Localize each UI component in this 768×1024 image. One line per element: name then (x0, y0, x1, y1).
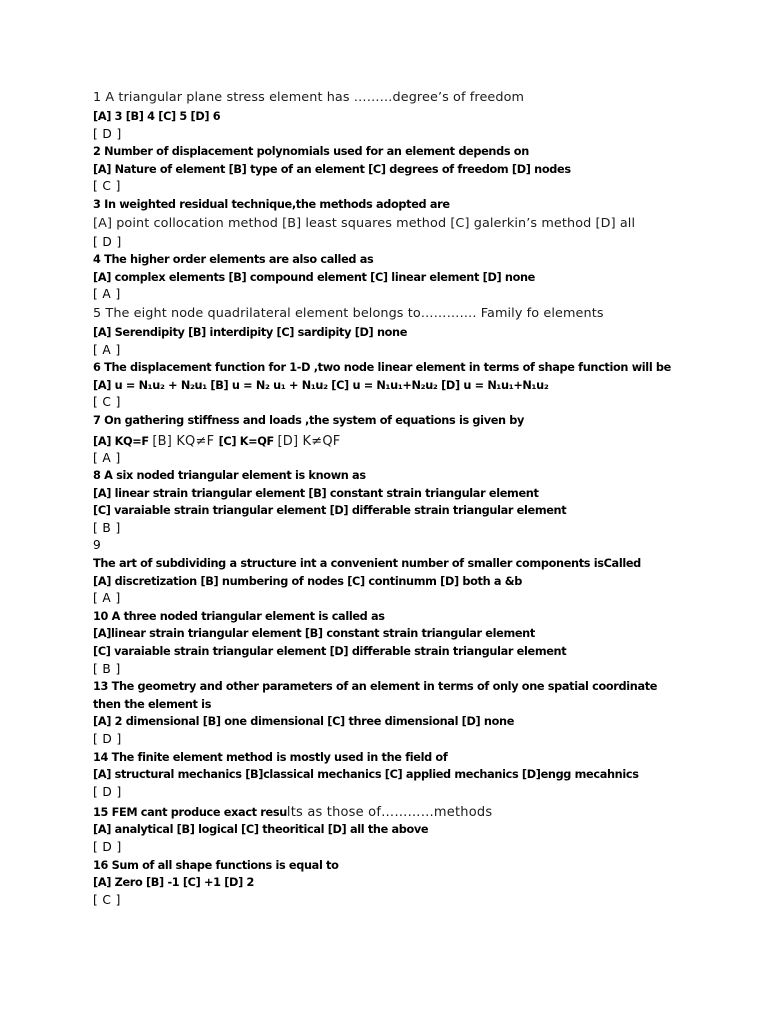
question-9-options: [A] discretization [B] numbering of nodes [C] continumm [D] both a &b (93, 574, 522, 588)
question-14-text: 14 The finite element method is mostly used in the field of (93, 750, 448, 764)
question-10-text: 10 A three noded triangular element is called as (93, 609, 385, 623)
question-13-answer: [ D ] (93, 732, 122, 746)
question-8-answer: [ B ] (93, 520, 121, 535)
question-3-answer: [ D ] (93, 234, 122, 249)
question-13-options: [A] 2 dimensional [B] one dimensional [C] three dimensional [D] none (93, 715, 515, 729)
question-1-answer: [ D ] (93, 126, 122, 141)
question-7-answer: [ A ] (93, 450, 121, 465)
question-10-answer: [ B ] (93, 661, 121, 676)
question-9-number: 9 (93, 538, 102, 553)
question-1-text: 1 A triangular plane stress element has ………degree’s of freedom (93, 90, 525, 105)
question-16-answer: [ C ] (93, 892, 121, 907)
question-1-options: [A] 3 [B] 4 [C] 5 [D] 6 (93, 110, 221, 123)
question-14-answer: [ D ] (93, 784, 122, 799)
question-16-options: [A] Zero [B] -1 [C] +1 [D] 2 (93, 876, 254, 890)
question-15-text (93, 801, 768, 821)
question-2-options: [A] Nature of element [B] type of an element [C] degrees of freedom [D] nodes (93, 162, 571, 176)
question-5-text: 5 The eight node quadrilateral element belongs to…………. Family fo elements (93, 305, 604, 321)
question-10-options-line-1: [A]linear strain triangular element [B] constant strain triangular element (93, 627, 535, 641)
question-13-text-line-2: then the element is (93, 697, 212, 711)
question-8-options-line-2: [C] varaiable strain triangular element [D] differable strain triangular element (93, 504, 567, 518)
question-15-text-bold: 15 FEM cant produce exact resu (93, 806, 287, 820)
question-6-text: 6 The displacement function for 1-D ,two node linear element in terms of shape function will be (93, 361, 671, 375)
question-8-options-line-1: [A] linear strain triangular element [B] constant strain triangular element (93, 486, 539, 500)
question-7-options (93, 430, 768, 450)
question-6-answer: [ C ] (93, 395, 121, 410)
question-7-option-c: [C] K=QF (218, 434, 278, 448)
question-7-option-b: [B] KQ≠F (152, 433, 219, 449)
question-7-text: 7 On gathering stiffness and loads ,the system of equations is given by (93, 413, 525, 427)
question-3-text: 3 In weighted residual technique,the methods adopted are (93, 197, 450, 211)
question-5-answer: [ A ] (93, 342, 121, 357)
question-4-answer: [ A ] (93, 287, 121, 302)
question-5-options: [A] Serendipity [B] interdipity [C] sardipity [D] none (93, 325, 408, 339)
question-16-text: 16 Sum of all shape functions is equal to (93, 858, 339, 872)
question-7-option-a: [A] KQ=F (93, 434, 153, 448)
question-8-text: 8 A six noded triangular element is known as (93, 469, 366, 483)
question-10-options-line-2: [C] varaiable strain triangular element [D] differable strain triangular element (93, 645, 567, 659)
question-6-options: [A] u = N₁u₂ + N₂u₁ [B] u = N₂ u₁ + N₁u₂ [C] u = N₁u₁+N₂u₂ [D] u = N₁u₁+N₁u₂ (93, 378, 549, 392)
question-13-text-line-1: 13 The geometry and other parameters of an element in terms of only one spatial coordinate (93, 680, 658, 694)
question-4-text: 4 The higher order elements are also called as (93, 253, 374, 267)
question-9-answer: [ A ] (93, 591, 121, 606)
question-4-options: [A] complex elements [B] compound element [C] linear element [D] none (93, 270, 535, 284)
question-2-text: 2 Number of displacement polynomials used for an element depends on (93, 145, 529, 159)
question-7-option-d: [D] K≠QF (277, 433, 341, 449)
question-2-answer: [ C ] (93, 179, 121, 194)
question-14-options: [A] structural mechanics [B]classical mechanics [C] applied mechanics [D]engg mecahnics (93, 768, 639, 782)
question-15-options: [A] analytical [B] logical [C] theoritical [D] all the above (93, 823, 429, 837)
question-15-text-light: lts as those of…………methods (286, 805, 493, 821)
question-3-options: [A] point collocation method [B] least squares method [C] galerkin’s method [D] all (93, 215, 636, 231)
question-15-answer: [ D ] (93, 839, 122, 854)
question-9-text: The art of subdividing a structure int a convenient number of smaller components isCalled (93, 557, 641, 571)
